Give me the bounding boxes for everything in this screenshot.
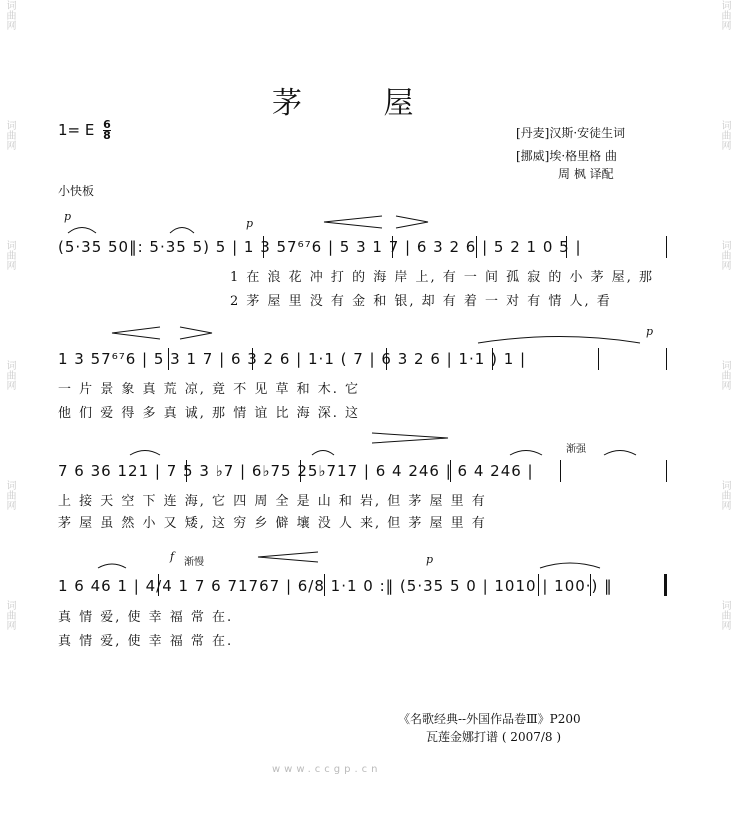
barline bbox=[560, 460, 561, 482]
notation-line: 7 6 36 121 | 7 5 3 ♭7 | 6♭75 25♭717 | 6 4 246 | 6 4 246 | bbox=[58, 462, 534, 480]
slur bbox=[68, 228, 96, 234]
watermark-text: 词曲网 bbox=[719, 240, 730, 270]
notation-line: 1 3 57⁶⁷6 | 5 3 1 7 | 6 3 2 6 | 1·1 ( 7 | 6 3 2 6 | 1·1 ) 1 | bbox=[58, 350, 527, 368]
barline bbox=[598, 348, 599, 370]
lyric-verse-2: 真 情 爱, 使 幸 福 常 在. bbox=[58, 634, 234, 649]
lyric-verse-2: 他 们 爱 得 多 真 诚, 那 情 谊 比 海 深. 这 bbox=[58, 406, 360, 421]
watermark-text: 词曲网 bbox=[719, 480, 730, 510]
faint-watermark-line: www.ccgp.cn bbox=[272, 764, 382, 775]
dynamic-mark: 渐慢 bbox=[184, 557, 204, 568]
watermark-text: 词曲网 bbox=[719, 360, 730, 390]
crescendo-hairpin bbox=[372, 433, 448, 443]
source-note: 《名歌经典--外国作品卷Ⅲ》P200 bbox=[398, 712, 581, 726]
crescendo-hairpin bbox=[258, 552, 318, 562]
slur bbox=[478, 337, 640, 344]
dynamic-mark: p bbox=[64, 210, 72, 223]
time-signature-top: 6 bbox=[103, 118, 111, 131]
barline bbox=[666, 236, 667, 258]
slur bbox=[510, 451, 542, 456]
barline bbox=[666, 460, 667, 482]
lyric-verse-1: 一 片 景 象 真 荒 凉, 竟 不 见 草 和 木. 它 bbox=[58, 382, 360, 397]
watermark-text: 词曲网 bbox=[4, 480, 15, 510]
song-title: 茅 屋 bbox=[272, 86, 450, 121]
composer-credit: [挪威]埃·格里格 曲 bbox=[516, 149, 617, 163]
dynamic-mark: 渐强 bbox=[566, 444, 586, 455]
typesetter-note: 瓦莲金娜打谱 ( 2007/8 ) bbox=[426, 730, 562, 744]
crescendo-hairpin bbox=[324, 216, 382, 228]
barline bbox=[666, 348, 667, 370]
slur bbox=[98, 564, 126, 568]
notation-line: (5·35 50‖: 5·35 5) 5 | 1 3 57⁶⁷6 | 5 3 1 7 | 6 3 2 6 | 5 2 1 0 5 | bbox=[58, 238, 582, 256]
lyricist-credit: [丹麦]汉斯·安徒生词 bbox=[516, 126, 626, 140]
lyric-verse-2: 茅 屋 虽 然 小 又 矮, 这 穷 乡 僻 壤 没 人 来, 但 茅 屋 里 有 bbox=[58, 516, 487, 531]
slur bbox=[170, 228, 194, 234]
dynamic-mark: f bbox=[170, 550, 175, 563]
watermark-text: 词曲网 bbox=[719, 120, 730, 150]
dynamic-mark: p bbox=[646, 325, 654, 338]
decrescendo-hairpin bbox=[180, 327, 212, 339]
time-signature-bottom: 8 bbox=[103, 129, 111, 142]
watermark-text: 词曲网 bbox=[4, 360, 15, 390]
dynamic-mark: p bbox=[426, 553, 434, 566]
lyric-verse-2: 2 茅 屋 里 没 有 金 和 银, 却 有 着 一 对 有 情 人, 看 bbox=[230, 294, 612, 309]
lyric-verse-1: 真 情 爱, 使 幸 福 常 在. bbox=[58, 610, 234, 625]
lyric-verse-1: 1 在 浪 花 冲 打 的 海 岸 上, 有 一 间 孤 寂 的 小 茅 屋, 那 bbox=[230, 270, 655, 285]
notation-line: 1 6 46 1 | 4/4 1 7 6 71767 | 6/8 1·1 0 :‖ (5·35 5 0 | 1010 | 100·) ‖ bbox=[58, 577, 613, 595]
barline-final bbox=[664, 574, 667, 596]
key-text: 1= E bbox=[58, 121, 95, 139]
watermark-text: 词曲网 bbox=[4, 120, 15, 150]
watermark-text: 词曲网 bbox=[4, 240, 15, 270]
slur bbox=[604, 451, 636, 456]
slur bbox=[130, 451, 160, 456]
arranger-credit: 周 枫 译配 bbox=[558, 167, 614, 181]
decrescendo-hairpin bbox=[396, 216, 428, 228]
watermark-text: 词曲网 bbox=[719, 600, 730, 630]
watermark-text: 词曲网 bbox=[4, 600, 15, 630]
tempo-marking: 小快板 bbox=[58, 184, 95, 198]
watermark-text: 词曲网 bbox=[4, 0, 15, 30]
slur bbox=[312, 451, 334, 456]
lyric-verse-1: 上 接 天 空 下 连 海, 它 四 周 全 是 山 和 岩, 但 茅 屋 里 有 bbox=[58, 494, 487, 509]
slur bbox=[540, 563, 600, 568]
crescendo-hairpin bbox=[112, 327, 160, 339]
watermark-text: 词曲网 bbox=[719, 0, 730, 30]
dynamic-mark: p bbox=[246, 217, 254, 230]
